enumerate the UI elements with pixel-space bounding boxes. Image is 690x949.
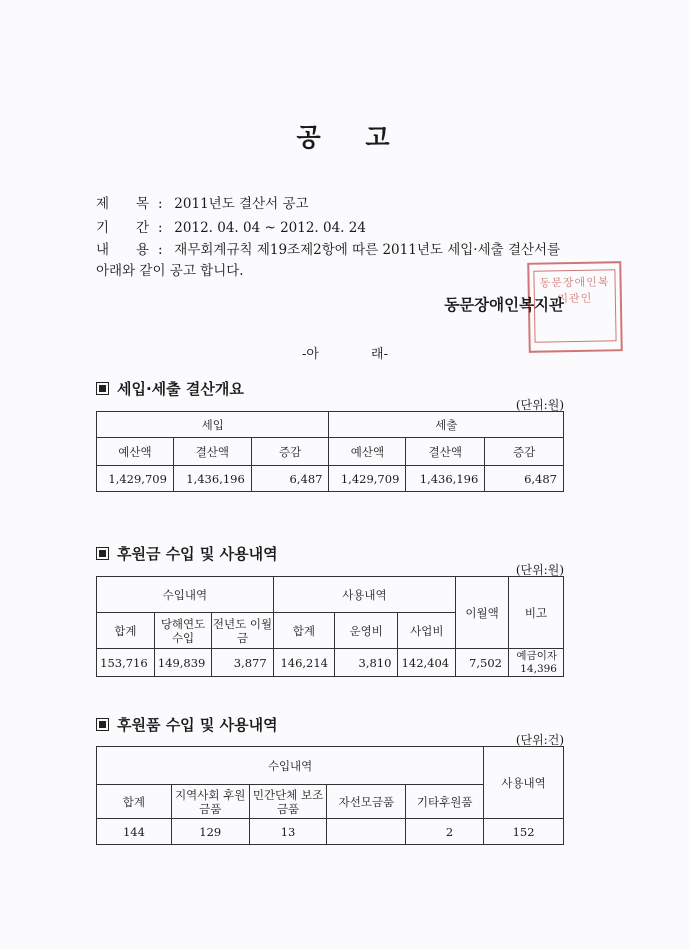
official-seal: 동문장애인복지관인	[527, 261, 623, 353]
content-value: 재무회계규칙 제19조제2항에 따른 2011년도 세입·세출 결산서를	[174, 242, 561, 258]
below-heading: -아 래-	[301, 347, 389, 362]
table-row: 1,429,709 1,436,196 6,487 1,429,709 1,436,196 6,487	[97, 466, 564, 492]
section3-table: 수입내역 사용내역 합계 지역사회 후원금품 민간단체 보조금품 자선모금품 기타후원품 144 129 13 2 152	[96, 746, 564, 845]
subject-value: 2011년도 결산서 공고	[174, 196, 309, 212]
page-title: 공 고	[296, 123, 394, 152]
period-row: 기 간 : 2012. 04. 04 ~ 2012. 04. 24	[96, 220, 366, 236]
square-bullet-icon	[96, 547, 109, 560]
table-row: 153,716 149,839 3,877 146,214 3,810 142,404 7,502 예금이자 14,396	[97, 649, 564, 677]
section1-table: 세입 세출 예산액 결산액 증감 예산액 결산액 증감 1,429,709 1,436,196 6,487 1,429,709 1,436,196 6,487	[96, 411, 564, 492]
square-bullet-icon	[96, 718, 109, 731]
section1-unit: (단위:원)	[515, 398, 564, 412]
section2-table: 수입내역 사용내역 이월액 비고 합계 당해연도 수입 전년도 이월금 합계 운영비 사업비 153,716 149,839 3,877 146,214 3,810 142,404 7,502 예금이자 14,396	[96, 576, 564, 677]
section1-title: 세입·세출 결산개요	[96, 378, 244, 399]
section3-title: 후원품 수입 및 사용내역	[96, 714, 278, 735]
section2-title: 후원금 수입 및 사용내역	[96, 543, 278, 564]
content-row: 내 용 : 재무회계규칙 제19조제2항에 따른 2011년도 세입·세출 결산서를	[96, 242, 561, 258]
period-value: 2012. 04. 04 ~ 2012. 04. 24	[174, 220, 366, 236]
table-row: 144 129 13 2 152	[97, 819, 564, 845]
section2-unit: (단위:원)	[515, 563, 564, 577]
square-bullet-icon	[96, 382, 109, 395]
organization-name: 동문장애인복지관	[444, 295, 564, 314]
content-continuation: 아래와 같이 공고 합니다.	[96, 263, 244, 279]
subject-row: 제 목 : 2011년도 결산서 공고	[96, 196, 309, 212]
section3-unit: (단위:건)	[515, 733, 564, 747]
